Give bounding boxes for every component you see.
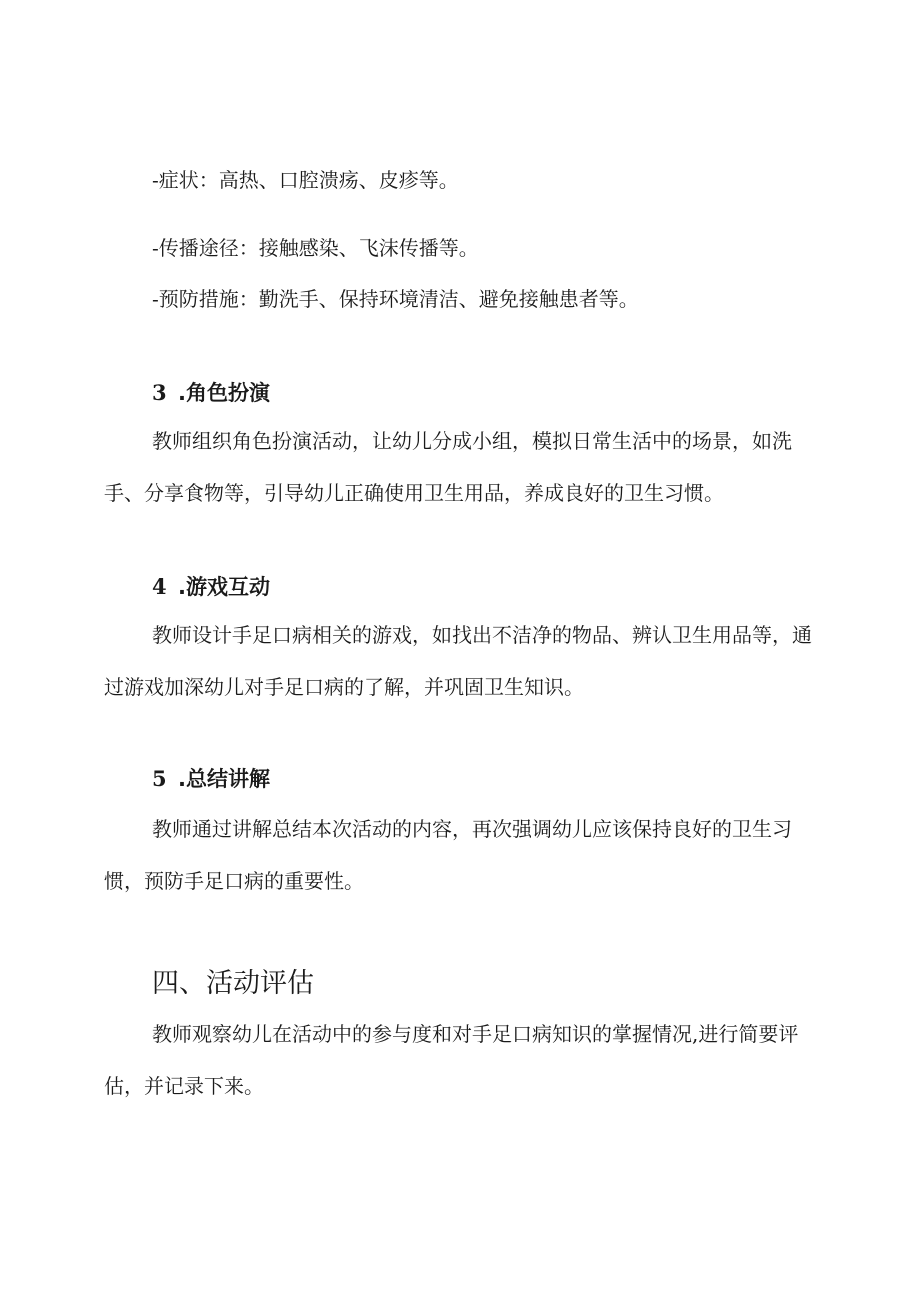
section-4-number: 4	[152, 574, 167, 599]
section-3-number: 3	[152, 380, 167, 405]
section-4-body: 教师设计手足口病相关的游戏，如找出不洁净的物品、辨认卫生用品等，通过游戏加深幼儿对手足口病的了解，并巩固卫生知识。	[104, 623, 812, 699]
section-5-heading	[152, 766, 270, 792]
section-3-heading	[152, 380, 270, 406]
bullet-symptoms: -症状：高热、口腔溃疡、皮疹等。	[152, 168, 459, 192]
section-5-title: .总结讲解	[178, 767, 270, 791]
evaluation-heading: 四、活动评估	[152, 968, 314, 999]
bullet-transmission: -传播途径：接触感染、飞沫传播等。	[152, 236, 479, 260]
bullet-prevention: -预防措施：勤洗手、保持环境清洁、避免接触患者等。	[152, 287, 639, 311]
section-3-body: 教师组织角色扮演活动，让幼儿分成小组，模拟日常生活中的场景，如洗手、分享食物等，引导幼儿正确使用卫生用品，养成良好的卫生习惯。	[104, 429, 792, 505]
evaluation-body: 教师观察幼儿在活动中的参与度和对手足口病知识的掌握情况,进行简要评估，并记录下来。	[104, 1022, 799, 1098]
section-5-number: 5	[152, 766, 167, 791]
section-4-title: .游戏互动	[178, 575, 270, 599]
section-4-heading	[152, 574, 270, 600]
section-3-title: .角色扮演	[178, 381, 270, 405]
section-5-body: 教师通过讲解总结本次活动的内容，再次强调幼儿应该保持良好的卫生习惯，预防手足口病的重要性。	[104, 817, 792, 893]
